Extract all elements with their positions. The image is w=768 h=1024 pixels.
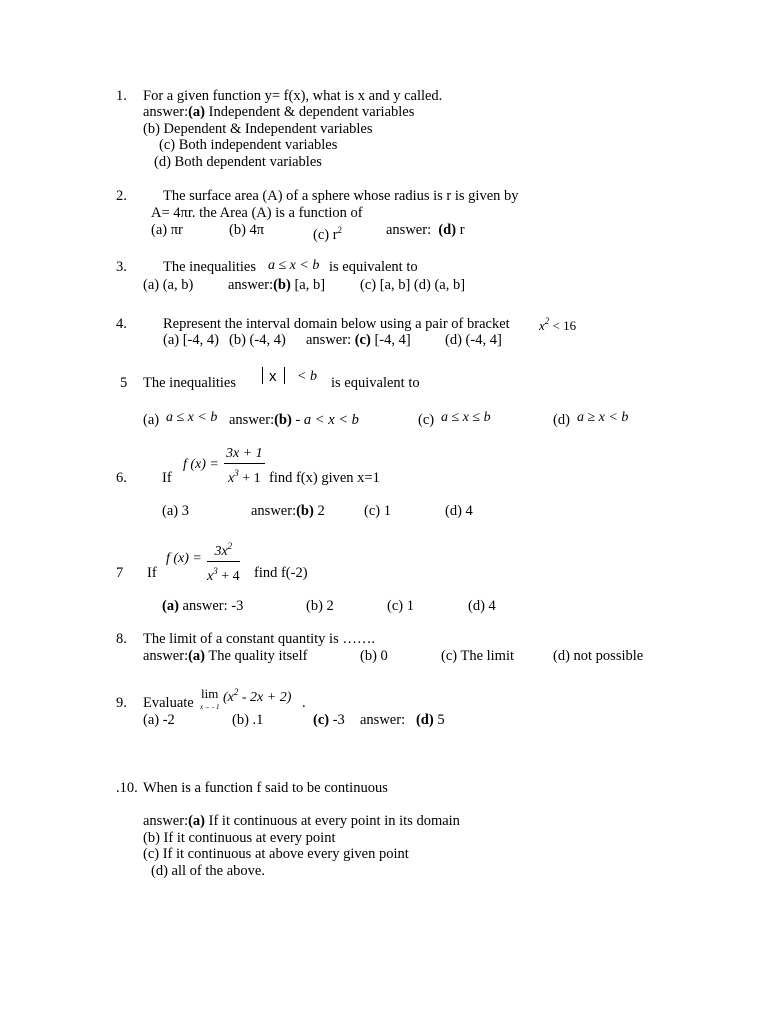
option-text: (c) r: [313, 227, 338, 243]
q1-option-b: (b) Dependent & Independent variables: [143, 121, 373, 137]
q4-stem: Represent the interval domain below using a pair of bracket: [163, 316, 510, 332]
q10-option-a: [143, 813, 460, 830]
q9-option-a: (a) -2: [143, 712, 175, 728]
abs-bar-right: [284, 367, 285, 384]
q3-stem: The inequalities: [163, 259, 257, 275]
q6-number: 6.: [116, 470, 127, 486]
q2-option-b: (b) 4π: [229, 222, 265, 238]
q6-tail: find f(x) given x=1: [269, 470, 380, 486]
q9-lim: lim: [201, 686, 219, 701]
q7-number: 7: [116, 565, 124, 581]
q2-option-d: [386, 222, 465, 239]
denom-base: x: [207, 569, 214, 584]
option-text: Independent & dependent variables: [205, 104, 415, 120]
q4-option-a: (a) [-4, 4): [163, 332, 219, 348]
q7-option-b: (b) 2: [306, 598, 334, 614]
q9-expression: [223, 684, 291, 706]
q5-option-c-label: (c): [418, 412, 435, 428]
q9-lim-subscript: x→ - 1: [200, 703, 220, 711]
numer-base: 3x: [214, 544, 228, 559]
q7-tail: find f(-2): [254, 565, 308, 581]
option-tag: (a): [188, 104, 206, 120]
q6-fraction: [224, 446, 265, 487]
q7-option-a: [162, 598, 243, 615]
q4-number: 4.: [116, 316, 127, 332]
q5-option-b: [229, 412, 359, 429]
q7-option-c: (c) 1: [387, 598, 414, 614]
option-tag: (b): [274, 412, 292, 428]
q3-inequality: a ≤ x < b: [268, 258, 320, 273]
q6-if: If: [162, 470, 172, 486]
q1-option-d: (d) Both dependent variables: [154, 154, 322, 170]
numerator: 3x + 1: [224, 446, 265, 464]
option-tag: (d): [415, 712, 434, 728]
q5-abs-rest: < b: [297, 369, 317, 384]
q4-expression: [539, 313, 576, 334]
q1-stem: For a given function y= f(x), what is x and y called.: [143, 88, 443, 104]
q7-lhs: f (x) =: [166, 551, 202, 566]
option-tag: (d): [438, 222, 457, 238]
superscript: 3: [234, 468, 239, 478]
q7-fraction: [207, 538, 240, 585]
q2-stem-line2: A= 4πr. the Area (A) is a function of: [151, 205, 363, 221]
q5-option-a-expr: a ≤ x < b: [166, 410, 218, 425]
q8-option-b: (b) 0: [360, 648, 388, 664]
q2-option-c: [313, 222, 342, 244]
q5-number: 5: [120, 375, 128, 391]
option-tag: (a): [188, 813, 206, 829]
option-text: answer: -3: [178, 598, 244, 614]
expr-rest: - 2x + 2): [238, 690, 292, 705]
q6-option-d: (d) 4: [445, 503, 473, 519]
q10-option-d: (d) all of the above.: [151, 863, 265, 879]
answer-prefix: answer:: [143, 104, 189, 120]
q3-option-a: (a) (a, b): [143, 277, 194, 293]
option-text: 2: [313, 503, 325, 519]
option-tag: (c): [313, 712, 330, 728]
answer-prefix: answer:: [251, 503, 297, 519]
option-text: 5: [433, 712, 445, 728]
q8-option-a: [143, 648, 307, 665]
q5-option-c-expr: a ≤ x ≤ b: [441, 410, 491, 425]
q1-option-c: (c) Both independent variables: [159, 137, 338, 153]
q3-number: 3.: [116, 259, 127, 275]
denom-rest: + 4: [217, 569, 240, 584]
denom-base: x: [228, 471, 235, 486]
superscript: 2: [337, 225, 343, 235]
q8-option-c: (c) The limit: [441, 648, 515, 664]
q3-stem-tail: is equivalent to: [329, 259, 418, 275]
expr-rest: < 16: [549, 318, 577, 333]
q5-option-d-label: (d): [553, 412, 570, 428]
q6-lhs: f (x) =: [183, 457, 219, 472]
q9-stem: Evaluate: [143, 695, 194, 711]
option-text: r: [456, 222, 465, 238]
q6-option-a: (a) 3: [162, 503, 189, 519]
q4-option-d: (d) (-4, 4]: [445, 332, 502, 348]
q8-stem: The limit of a constant quantity is …….: [143, 631, 375, 647]
superscript: 3: [213, 566, 218, 576]
option-tag: (a): [162, 598, 179, 614]
answer-prefix: answer:: [229, 412, 275, 428]
q9-option-b: (b) .1: [232, 712, 264, 728]
q1-number: 1.: [116, 88, 127, 104]
q10-number: .10.: [116, 780, 138, 796]
q5-abs-inner: x: [269, 368, 277, 385]
numerator: [207, 538, 240, 562]
answer-prefix: answer:: [360, 712, 406, 728]
answer-prefix: answer:: [386, 222, 432, 238]
answer-prefix: answer:: [228, 277, 274, 293]
option-text: If it continuous at every point in its domain: [205, 813, 460, 829]
abs-bar-left: [262, 367, 263, 384]
q9-period: .: [302, 695, 306, 711]
q10-stem: When is a function f said to be continuous: [143, 780, 388, 796]
denom-rest: + 1: [238, 471, 261, 486]
q10-option-b: (b) If it continuous at every point: [143, 830, 336, 846]
q8-option-d: (d) not possible: [553, 648, 644, 664]
q9-option-d: [360, 712, 445, 729]
q5-option-d-expr: a ≥ x < b: [577, 410, 629, 425]
q5-stem-tail: is equivalent to: [331, 375, 420, 391]
q2-stem: The surface area (A) of a sphere whose radius is r is given by: [163, 188, 519, 204]
q10-option-c: (c) If it continuous at above every given point: [143, 846, 409, 862]
option-text: -3: [329, 712, 345, 728]
superscript: 2: [227, 541, 233, 551]
denominator: [207, 562, 240, 585]
answer-prefix: answer:: [143, 813, 189, 829]
q9-option-c: [313, 712, 345, 729]
q1-option-a: [143, 104, 414, 121]
option-tag: (b): [296, 503, 314, 519]
answer-prefix: answer:: [306, 332, 352, 348]
q2-number: 2.: [116, 188, 127, 204]
q4-option-c: [306, 332, 411, 349]
option-text: [a, b]: [290, 277, 326, 293]
q3-option-b: [228, 277, 325, 294]
option-expr: - a < x < b: [291, 412, 359, 428]
q5-option-a-label: (a): [143, 412, 160, 428]
q8-number: 8.: [116, 631, 127, 647]
q2-option-a: (a) πr: [151, 222, 183, 238]
superscript: 2: [233, 687, 239, 697]
option-tag: (b): [273, 277, 291, 293]
q7-option-d: (d) 4: [468, 598, 496, 614]
option-tag: (c): [354, 332, 371, 348]
q7-if: If: [147, 565, 157, 581]
option-text: The quality itself: [205, 648, 308, 664]
q5-stem: The inequalities: [143, 375, 237, 391]
answer-prefix: answer:: [143, 648, 189, 664]
option-text: [-4, 4]: [370, 332, 411, 348]
expr-base: x: [539, 318, 545, 333]
q6-option-b: [251, 503, 325, 520]
q9-number: 9.: [116, 695, 127, 711]
denominator: [224, 464, 265, 487]
expr-open: (x: [223, 690, 234, 705]
q3-options-c-d: (c) [a, b] (d) (a, b]: [360, 277, 466, 293]
q4-option-b: (b) (-4, 4): [229, 332, 286, 348]
superscript: 2: [544, 316, 550, 326]
q6-option-c: (c) 1: [364, 503, 391, 519]
option-tag: (a): [188, 648, 206, 664]
